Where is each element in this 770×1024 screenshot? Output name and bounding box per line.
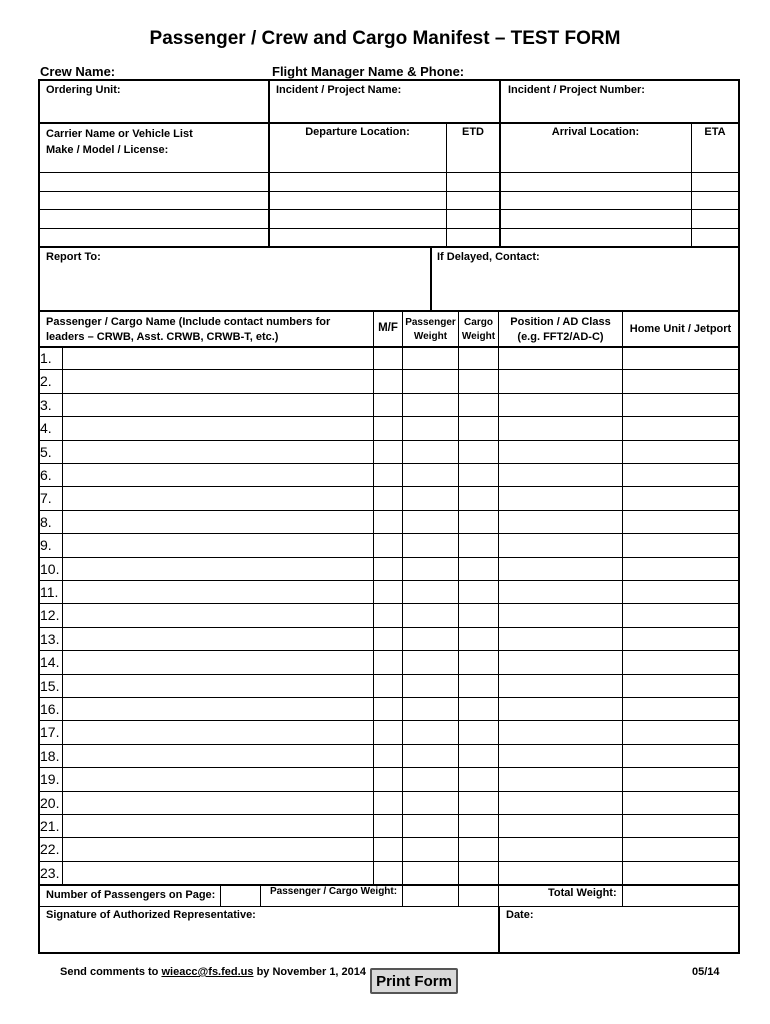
incident-number-label: Incident / Project Number:: [508, 84, 645, 96]
home-unit-input[interactable]: [624, 465, 737, 485]
crew-name-input[interactable]: [118, 63, 268, 79]
border: [402, 310, 403, 884]
border: [499, 79, 501, 247]
border: [38, 952, 740, 954]
passenger-name-input[interactable]: [64, 348, 371, 368]
row-number: 23.: [40, 865, 60, 881]
passenger-name-input[interactable]: [64, 793, 371, 813]
cargo-weight-input[interactable]: [460, 863, 497, 883]
border: [38, 122, 740, 124]
mf-header: M/F: [378, 322, 398, 334]
border: [622, 310, 623, 884]
position-input[interactable]: [500, 605, 621, 625]
passenger-weight-input[interactable]: [404, 863, 457, 883]
ordering-unit-label: Ordering Unit:: [46, 84, 121, 96]
border: [373, 310, 374, 884]
mf-input[interactable]: [375, 371, 401, 391]
home-unit-input[interactable]: [624, 605, 737, 625]
departure-location-input[interactable]: [271, 173, 444, 189]
passenger-name-input[interactable]: [64, 512, 371, 532]
cargo-weight-input[interactable]: [460, 746, 497, 766]
border: [38, 674, 738, 675]
position-input[interactable]: [500, 465, 621, 485]
passenger-name-input[interactable]: [64, 535, 371, 555]
mf-input[interactable]: [375, 348, 401, 368]
mf-input[interactable]: [375, 442, 401, 462]
passenger-weight-input[interactable]: [404, 465, 457, 485]
border: [38, 79, 740, 81]
passenger-name-input[interactable]: [64, 605, 371, 625]
border: [738, 310, 740, 952]
passenger-weight-input[interactable]: [404, 676, 457, 696]
passenger-name-input[interactable]: [64, 769, 371, 789]
form-version: 05/14: [692, 966, 720, 978]
cargo-weight-header-line1: Cargo: [464, 317, 493, 328]
carrier-vehicle-input[interactable]: [41, 173, 266, 189]
passenger-name-input[interactable]: [64, 839, 371, 859]
position-header-line2: (e.g. FFT2/AD-C): [517, 331, 604, 343]
cargo-weight-input[interactable]: [460, 559, 497, 579]
border: [220, 884, 221, 906]
mf-input[interactable]: [375, 839, 401, 859]
border: [38, 767, 738, 768]
home-unit-input[interactable]: [624, 535, 737, 555]
position-input[interactable]: [500, 652, 621, 672]
mf-input[interactable]: [375, 395, 401, 415]
border: [38, 720, 738, 721]
passenger-name-header-line1: Passenger / Cargo Name (Include contact numbers for: [46, 316, 331, 328]
position-input[interactable]: [500, 676, 621, 696]
eta-label: ETA: [704, 126, 726, 138]
position-input[interactable]: [500, 793, 621, 813]
carrier-label: [46, 126, 193, 158]
arrival-location-input[interactable]: [502, 210, 689, 226]
passenger-weight-input[interactable]: [404, 793, 457, 813]
flight-manager-label: Flight Manager Name & Phone:: [272, 64, 465, 79]
passenger-name-input[interactable]: [64, 559, 371, 579]
mf-input[interactable]: [375, 535, 401, 555]
border: [38, 603, 738, 604]
home-unit-input[interactable]: [624, 395, 737, 415]
home-unit-input[interactable]: [624, 863, 737, 883]
cargo-weight-input[interactable]: [460, 371, 497, 391]
mf-input[interactable]: [375, 816, 401, 836]
cargo-weight-input[interactable]: [460, 535, 497, 555]
border: [402, 884, 403, 906]
row-number: 8.: [40, 514, 52, 530]
passenger-name-input[interactable]: [64, 629, 371, 649]
position-input[interactable]: [500, 488, 621, 508]
passenger-weight-input[interactable]: [404, 605, 457, 625]
border: [458, 310, 459, 884]
home-unit-input[interactable]: [624, 559, 737, 579]
row-number: 18.: [40, 748, 60, 764]
mf-input[interactable]: [375, 465, 401, 485]
passenger-weight-header-line2: Weight: [413, 331, 448, 342]
passenger-weight-input[interactable]: [404, 488, 457, 508]
row-number: 10.: [40, 561, 60, 577]
passenger-name-input[interactable]: [64, 395, 371, 415]
mf-input[interactable]: [375, 582, 401, 602]
mf-input[interactable]: [375, 652, 401, 672]
footer-email-link[interactable]: wieacc@fs.fed.us: [161, 966, 254, 978]
passenger-name-input[interactable]: [64, 722, 371, 742]
departure-location-input[interactable]: [271, 155, 444, 170]
mf-input[interactable]: [375, 699, 401, 719]
row-number: 21.: [40, 818, 60, 834]
signature-input[interactable]: [42, 925, 496, 951]
position-input[interactable]: [500, 418, 621, 438]
passenger-weight-input[interactable]: [404, 769, 457, 789]
row-number: 6.: [40, 467, 52, 483]
arrival-location-input[interactable]: [502, 155, 689, 170]
passenger-name-input[interactable]: [64, 488, 371, 508]
cargo-weight-input[interactable]: [460, 418, 497, 438]
home-unit-input[interactable]: [624, 371, 737, 391]
passenger-weight-input[interactable]: [404, 418, 457, 438]
crew-name-label: Crew Name:: [40, 64, 116, 79]
carrier-vehicle-input[interactable]: [41, 192, 266, 208]
etd-input[interactable]: [449, 155, 497, 170]
departure-location-input[interactable]: [271, 229, 444, 245]
home-unit-input[interactable]: [624, 816, 737, 836]
incident-number-input[interactable]: [502, 100, 736, 120]
mf-input[interactable]: [375, 512, 401, 532]
etd-input[interactable]: [449, 173, 497, 189]
position-input[interactable]: [500, 512, 621, 532]
etd-label: ETD: [462, 126, 484, 138]
row-number: 15.: [40, 678, 60, 694]
cargo-weight-input[interactable]: [460, 652, 497, 672]
border: [38, 416, 738, 417]
border: [38, 627, 738, 628]
eta-input[interactable]: [694, 155, 736, 170]
carrier-label-line2: Make / Model / License:: [46, 144, 169, 156]
if-delayed-input[interactable]: [434, 268, 736, 308]
cargo-weight-input[interactable]: [460, 793, 497, 813]
position-input[interactable]: [500, 839, 621, 859]
position-input[interactable]: [500, 442, 621, 462]
cargo-weight-input[interactable]: [460, 348, 497, 368]
border: [38, 557, 738, 558]
cargo-weight-input[interactable]: [460, 839, 497, 859]
border: [38, 440, 738, 441]
total-weight-label: Total Weight:: [548, 887, 617, 899]
passenger-weight-header: [403, 316, 458, 344]
passenger-weight-input[interactable]: [404, 395, 457, 415]
border: [62, 346, 63, 884]
cargo-weight-total-input[interactable]: [460, 885, 497, 904]
arrival-location-input[interactable]: [502, 192, 689, 208]
eta-input[interactable]: [694, 192, 736, 208]
cargo-weight-header: [459, 316, 498, 344]
carrier-vehicle-input[interactable]: [41, 155, 266, 170]
cargo-weight-input[interactable]: [460, 605, 497, 625]
arrival-location-input[interactable]: [502, 173, 689, 189]
border: [38, 79, 40, 311]
row-number: 4.: [40, 420, 52, 436]
border: [260, 884, 261, 906]
border: [738, 79, 740, 311]
carrier-vehicle-input[interactable]: [41, 210, 266, 226]
position-input[interactable]: [500, 348, 621, 368]
departure-location-input[interactable]: [271, 192, 444, 208]
mf-input[interactable]: [375, 793, 401, 813]
carrier-vehicle-input[interactable]: [41, 229, 266, 245]
home-unit-input[interactable]: [624, 652, 737, 672]
passenger-weight-input[interactable]: [404, 442, 457, 462]
passenger-name-input[interactable]: [64, 582, 371, 602]
row-number: 22.: [40, 841, 60, 857]
arrival-location-label: Arrival Location:: [551, 126, 640, 138]
row-number: 7.: [40, 490, 52, 506]
position-header: [499, 315, 622, 345]
footer-comments: [60, 966, 366, 978]
position-input[interactable]: [500, 722, 621, 742]
home-unit-input[interactable]: [624, 839, 737, 859]
passenger-weight-input[interactable]: [404, 816, 457, 836]
cargo-weight-input[interactable]: [460, 769, 497, 789]
border: [38, 837, 738, 838]
border: [268, 79, 270, 247]
passenger-weight-input[interactable]: [404, 629, 457, 649]
passenger-weight-input[interactable]: [404, 512, 457, 532]
border: [458, 884, 459, 906]
row-number: 16.: [40, 701, 60, 717]
border: [498, 906, 500, 952]
passenger-name-header-line2: leaders – CRWB, Asst. CRWB, CRWB-T, etc.): [46, 331, 279, 343]
mf-input[interactable]: [375, 488, 401, 508]
incident-name-label: Incident / Project Name:: [276, 84, 402, 96]
passenger-weight-input[interactable]: [404, 371, 457, 391]
position-input[interactable]: [500, 699, 621, 719]
border: [446, 122, 447, 247]
page-title: Passenger / Crew and Cargo Manifest – TEST FORM: [149, 28, 621, 49]
border: [38, 310, 740, 312]
position-input[interactable]: [500, 371, 621, 391]
border: [38, 861, 738, 862]
border: [38, 650, 738, 651]
cargo-weight-input[interactable]: [460, 699, 497, 719]
row-number: 5.: [40, 444, 52, 460]
row-number: 20.: [40, 795, 60, 811]
incident-name-input[interactable]: [272, 100, 497, 120]
mf-input[interactable]: [375, 629, 401, 649]
passenger-name-input[interactable]: [64, 863, 371, 883]
row-number: 14.: [40, 654, 60, 670]
passenger-name-input[interactable]: [64, 465, 371, 485]
report-to-label: Report To:: [46, 251, 101, 263]
passenger-name-input[interactable]: [64, 699, 371, 719]
home-unit-input[interactable]: [624, 582, 737, 602]
border: [38, 246, 740, 248]
eta-input[interactable]: [694, 210, 736, 226]
cargo-weight-input[interactable]: [460, 512, 497, 532]
passenger-name-input[interactable]: [64, 442, 371, 462]
home-unit-input[interactable]: [624, 442, 737, 462]
num-passengers-input[interactable]: [223, 885, 259, 904]
border: [38, 463, 738, 464]
print-form-button[interactable]: Print Form: [370, 968, 458, 994]
border: [38, 744, 738, 745]
position-input[interactable]: [500, 769, 621, 789]
row-number: 9.: [40, 537, 52, 553]
if-delayed-label: If Delayed, Contact:: [437, 251, 540, 263]
carrier-label-line1: Carrier Name or Vehicle List: [46, 128, 193, 140]
passenger-name-header: [46, 315, 330, 345]
home-unit-input[interactable]: [624, 348, 737, 368]
home-unit-input[interactable]: [624, 699, 737, 719]
departure-location-input[interactable]: [271, 210, 444, 226]
passenger-weight-input[interactable]: [404, 839, 457, 859]
cargo-weight-input[interactable]: [460, 465, 497, 485]
cargo-weight-input[interactable]: [460, 816, 497, 836]
passenger-name-input[interactable]: [64, 676, 371, 696]
border: [38, 697, 738, 698]
home-unit-input[interactable]: [624, 746, 737, 766]
border: [38, 510, 738, 511]
mf-input[interactable]: [375, 605, 401, 625]
home-unit-input[interactable]: [624, 629, 737, 649]
passenger-weight-input[interactable]: [404, 722, 457, 742]
border: [38, 533, 738, 534]
border: [38, 814, 738, 815]
mf-input[interactable]: [375, 722, 401, 742]
cargo-weight-input[interactable]: [460, 488, 497, 508]
cargo-weight-input[interactable]: [460, 582, 497, 602]
home-unit-input[interactable]: [624, 722, 737, 742]
position-input[interactable]: [500, 559, 621, 579]
cargo-weight-input[interactable]: [460, 395, 497, 415]
home-unit-input[interactable]: [624, 793, 737, 813]
report-to-input[interactable]: [42, 268, 426, 308]
ordering-unit-input[interactable]: [41, 100, 266, 120]
passenger-name-input[interactable]: [64, 816, 371, 836]
border: [38, 486, 738, 487]
date-label: Date:: [506, 909, 534, 921]
home-unit-input[interactable]: [624, 512, 737, 532]
position-input[interactable]: [500, 863, 621, 883]
row-number: 12.: [40, 607, 60, 623]
row-number: 2.: [40, 373, 52, 389]
footer-send-suffix: by November 1, 2014: [253, 966, 367, 978]
border: [691, 122, 692, 247]
etd-input[interactable]: [449, 192, 497, 208]
signature-label: Signature of Authorized Representative:: [46, 909, 256, 921]
cargo-weight-header-line2: Weight: [461, 331, 496, 342]
passenger-name-input[interactable]: [64, 652, 371, 672]
row-number: 13.: [40, 631, 60, 647]
flight-manager-input[interactable]: [458, 63, 738, 79]
eta-input[interactable]: [694, 173, 736, 189]
total-weight-input[interactable]: [625, 885, 737, 904]
passenger-weight-input[interactable]: [404, 582, 457, 602]
departure-location-label: Departure Location:: [305, 126, 410, 138]
passenger-weight-input[interactable]: [404, 348, 457, 368]
passenger-weight-input[interactable]: [404, 559, 457, 579]
cargo-weight-input[interactable]: [460, 629, 497, 649]
border: [38, 369, 738, 370]
row-number: 3.: [40, 397, 52, 413]
etd-input[interactable]: [449, 229, 497, 245]
etd-input[interactable]: [449, 210, 497, 226]
row-number: 19.: [40, 771, 60, 787]
eta-input[interactable]: [694, 229, 736, 245]
border: [38, 791, 738, 792]
position-input[interactable]: [500, 395, 621, 415]
border: [622, 884, 623, 906]
position-input[interactable]: [500, 629, 621, 649]
date-input[interactable]: [502, 925, 736, 951]
home-unit-input[interactable]: [624, 769, 737, 789]
row-number: 1.: [40, 350, 52, 366]
row-number: 11.: [40, 584, 59, 600]
passenger-name-input[interactable]: [64, 746, 371, 766]
passenger-weight-input[interactable]: [404, 652, 457, 672]
cargo-weight-input[interactable]: [460, 676, 497, 696]
home-unit-input[interactable]: [624, 676, 737, 696]
passenger-name-input[interactable]: [64, 371, 371, 391]
position-input[interactable]: [500, 816, 621, 836]
mf-input[interactable]: [375, 676, 401, 696]
position-input[interactable]: [500, 535, 621, 555]
border: [498, 310, 499, 884]
home-unit-header: Home Unit / Jetport: [629, 323, 732, 335]
border: [38, 393, 738, 394]
mf-input[interactable]: [375, 418, 401, 438]
passenger-weight-input[interactable]: [404, 746, 457, 766]
home-unit-input[interactable]: [624, 488, 737, 508]
position-input[interactable]: [500, 746, 621, 766]
passenger-weight-input[interactable]: [404, 699, 457, 719]
mf-input[interactable]: [375, 863, 401, 883]
row-number: 17.: [40, 724, 60, 740]
border: [38, 580, 738, 581]
pc-weight-label: Passenger / Cargo Weight:: [270, 886, 398, 897]
passenger-name-input[interactable]: [64, 418, 371, 438]
num-passengers-label: Number of Passengers on Page:: [46, 889, 216, 901]
cargo-weight-input[interactable]: [460, 442, 497, 462]
footer-send-prefix: Send comments to: [60, 966, 162, 978]
mf-input[interactable]: [375, 559, 401, 579]
position-header-line1: Position / AD Class: [510, 316, 611, 328]
home-unit-input[interactable]: [624, 418, 737, 438]
border: [430, 246, 432, 310]
mf-input[interactable]: [375, 746, 401, 766]
mf-input[interactable]: [375, 769, 401, 789]
border: [38, 906, 738, 907]
passenger-weight-total-input[interactable]: [404, 885, 457, 904]
border: [498, 884, 499, 906]
passenger-weight-header-line1: Passenger: [405, 317, 456, 328]
passenger-weight-input[interactable]: [404, 535, 457, 555]
cargo-weight-input[interactable]: [460, 722, 497, 742]
arrival-location-input[interactable]: [502, 229, 689, 245]
position-input[interactable]: [500, 582, 621, 602]
